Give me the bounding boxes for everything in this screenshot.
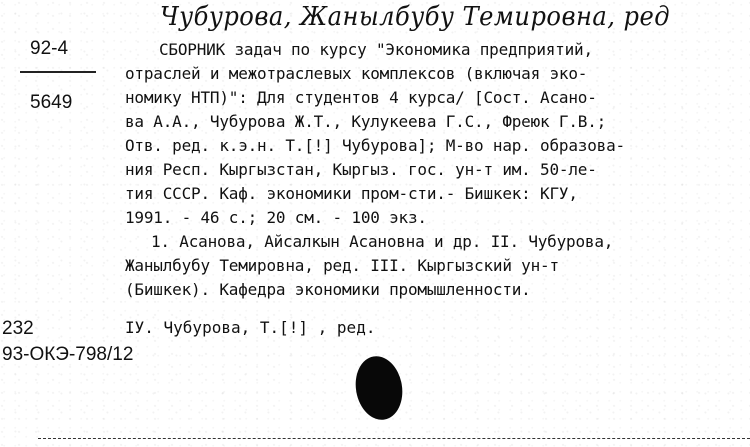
entry-line: 1991. - 46 с.; 20 см. - 100 экз.	[125, 208, 427, 227]
tracing-line: (Бишкек). Кафедра экономики промышленности.	[125, 280, 531, 299]
handwritten-note: Чубурова, Жанылбубу Темировна, ред	[160, 2, 671, 32]
entry-line: тия СССР. Каф. экономики пром-сти.- Бишкек: КГУ,	[125, 184, 578, 203]
subject-entry: IУ. Чубурова, Т.[!] , ред.	[125, 318, 376, 337]
entry-line: СБОРНИК задач по курсу "Экономика предприятий,	[159, 40, 593, 59]
entry-line: номику НТП)": Для студентов 4 курса/ [Сост. Асано-	[125, 88, 597, 107]
entry-line: Отв. ред. к.э.н. Т.[!] Чубурова]; М-во нар. образова-	[125, 136, 625, 155]
tracing-line: Жанылбубу Темировна, ред. III. Кыргызский ун-т	[125, 256, 559, 275]
call-number-bottom-1: 232	[2, 318, 34, 339]
call-number-divider	[20, 71, 96, 73]
call-number-bottom-2: 93-ОКЭ-798/12	[2, 344, 134, 365]
entry-line: отраслей и межотраслевых комплексов (включая эко-	[125, 64, 588, 83]
card-bottom-edge	[38, 438, 750, 439]
tracing-line: 1. Асанова, Айсалкын Асановна и др. II. Чубурова,	[151, 232, 614, 251]
call-number-top: 92-4	[30, 38, 69, 59]
punch-hole	[351, 352, 407, 423]
call-number-second: 5649	[30, 92, 73, 113]
entry-line: ва А.А., Чубурова Ж.Т., Кулукеева Г.С., Фреюк Г.В.;	[125, 112, 607, 131]
entry-line: ния Респ. Кыргызстан, Кыргыз. гос. ун-т им. 50-ле-	[125, 160, 597, 179]
main-entry	[125, 38, 745, 302]
